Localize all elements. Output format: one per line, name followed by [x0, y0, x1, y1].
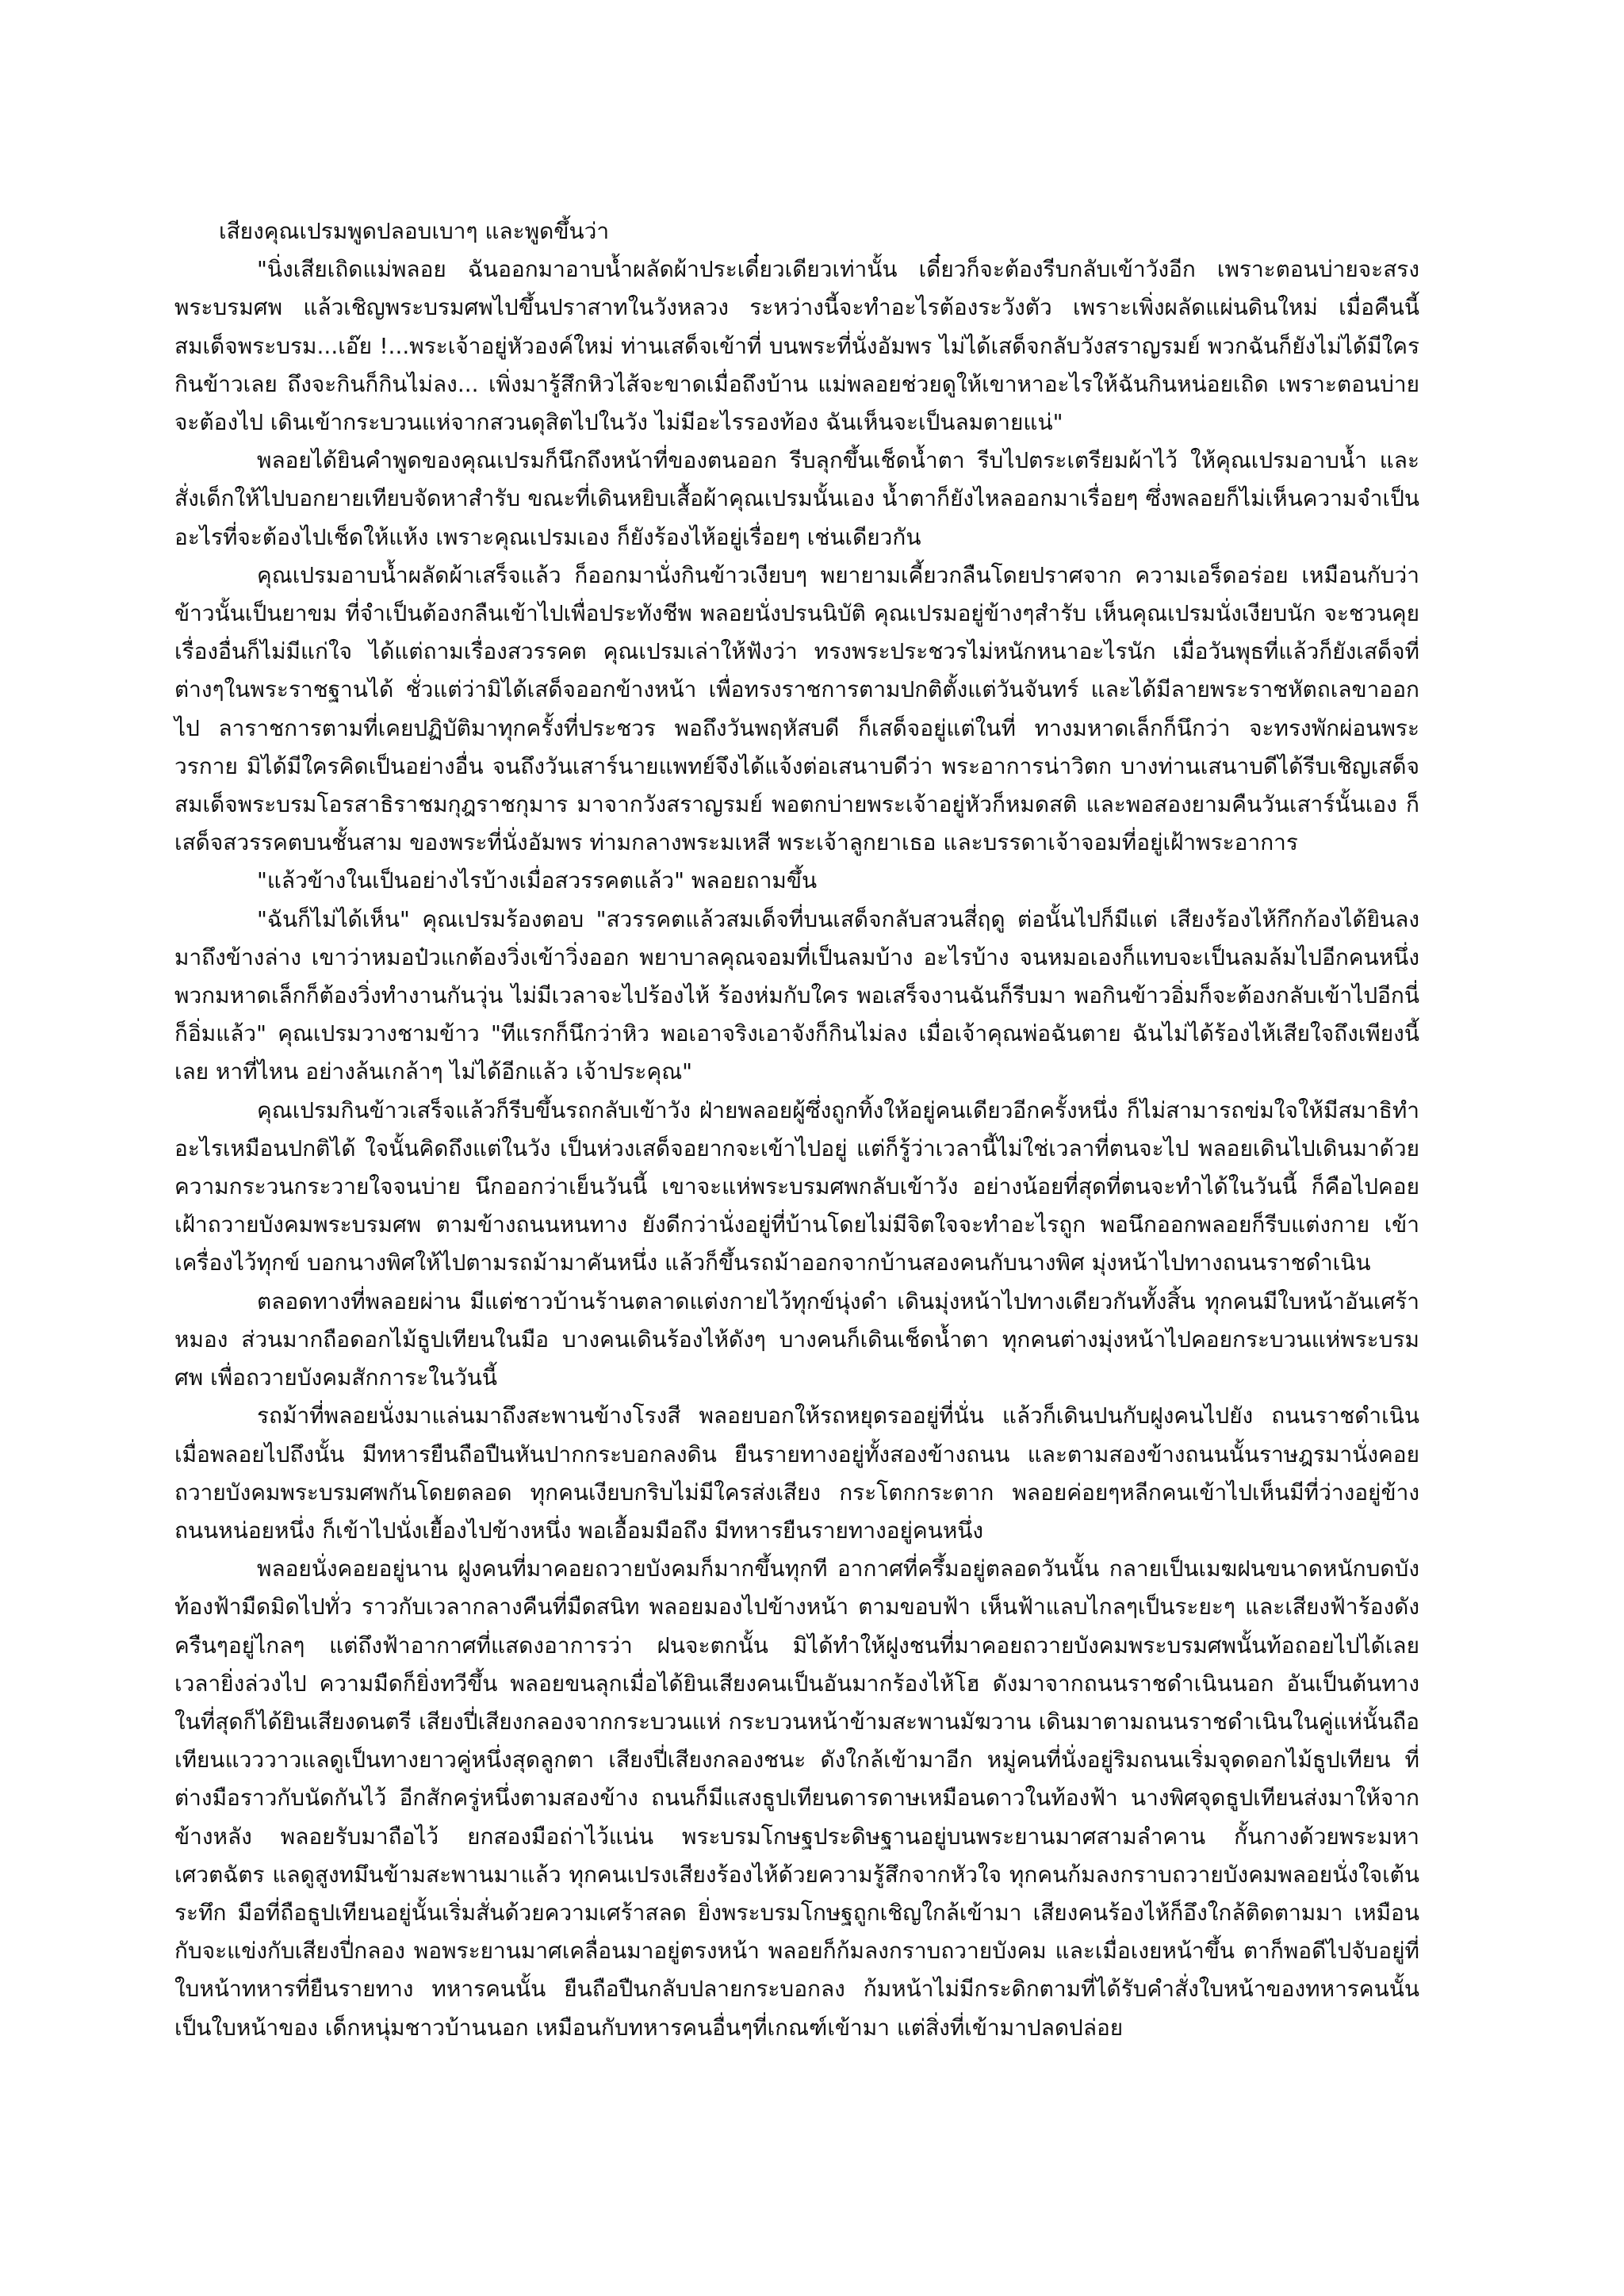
paragraph: พลอยได้ยินคำพูดของคุณเปรมก็นึกถึงหน้าที่ของตนออก รีบลุกขึ้นเช็ดน้ำตา รีบไปตระเตรียมผ้าไว้ ให้คุณเปรมอาบน้ำ และสั่งเด็กให้ไปบอกยายเทียบจัดหาสำรับ ขณะที่เดินหยิบเสื้อผ้าคุณเปรมนั้นเอง น้ำตาก็ยังไหลออกมาเรื่อยๆ ซึ่งพลอยก็ไม่เห็นความจำเป็นอะไรที่จะต้องไปเช็ดให้แห้ง เพราะคุณเปรมเอง ก็ยังร้องไห้อยู่เรื่อยๆ เช่นเดียวกัน	[174, 447, 1419, 550]
document-body	[174, 212, 1419, 2047]
paragraph: พลอยนั่งคอยอยู่นาน ฝูงคนที่มาคอยถวายบังคมก็มากขึ้นทุกที อากาศที่ครึ้มอยู่ตลอดวันนั้น กลายเป็นเมฆฝนขนาดหนักบดบังท้องฟ้ามืดมิดไปทั่ว ราวกับเวลากลางคืนที่มืดสนิท พลอยมองไปข้างหน้า ตามขอบฟ้า เห็นฟ้าแลบไกลๆเป็นระยะๆ และเสียงฟ้าร้องดังครืนๆอยู่ไกลๆ แต่ถึงฟ้าอากาศที่แสดงอาการว่า ฝนจะตกนั้น มิได้ทำให้ฝูงชนที่มาคอยถวายบังคมพระบรมศพนั้นท้อถอยไปได้เลย เวลายิ่งล่วงไป ความมืดก็ยิ่งทวีขึ้น พลอยขนลุกเมื่อได้ยินเสียงคนเป็นอันมากร้องไห้โฮ ดังมาจากถนนราชดำเนินนอก อันเป็นต้นทาง ในที่สุดก็ได้ยินเสียงดนตรี เสียงปี่เสียงกลองจากกระบวนแห่ กระบวนหน้าข้ามสะพานมัฆวาน เดินมาตามถนนราชดำเนินในคู่แห่นั้นถือเทียนแวววาวแลดูเป็นทางยาวคู่หนึ่งสุดลูกตา เสียงปี่เสียงกลองชนะ ดังใกล้เข้ามาอีก หมู่คนที่นั่งอยู่ริมถนนเริ่มจุดดอกไม้ธูปเทียน ที่ต่างมือราวกับนัดกันไว้ อีกสักครู่หนึ่งตามสองข้าง ถนนก็มีแสงธูปเทียนดารดาษเหมือนดาวในท้องฟ้า นางพิศจุดธูปเทียนส่งมาให้จากข้างหลัง พลอยรับมาถือไว้ ยกสองมือถ่าไว้แน่น พระบรมโกษฐประดิษฐานอยู่บนพระยานมาศสามลำคาน กั้นกางด้วยพระมหาเศวตฉัตร แลดูสูงทมึนข้ามสะพานมาแล้ว ทุกคนเปรงเสียงร้องไห้ด้วยความรู้สึกจากหัวใจ ทุกคนก้มลงกราบถวายบังคมพลอยนั่งใจเต้นระทึก มือที่ถือธูปเทียนอยู่นั้นเริ่มสั่นด้วยความเศร้าสลด ยิ่งพระบรมโกษฐถูกเชิญใกล้เข้ามา เสียงคนร้องไห้ก็อึงใกล้ติดตามมา เหมือนกับจะแข่งกับเสียงปี่กลอง พอพระยานมาศเคลื่อนมาอยู่ตรงหน้า พลอยก็ก้มลงกราบถวายบังคม และเมื่อเงยหน้าขึ้น ตาก็พอดีไปจับอยู่ที่ใบหน้าทหารที่ยืนรายทาง ทหารคนนั้น ยืนถือปืนกลับปลายกระบอกลง ก้มหน้าไม่มีกระดิกตามที่ได้รับคำสั่งใบหน้าของทหารคนนั้นเป็นใบหน้าของ เด็กหนุ่มชาวบ้านนอก เหมือนกับทหารคนอื่นๆที่เกณฑ์เข้ามา แต่สิ่งที่เข้ามาปลดปล่อย	[174, 1556, 1419, 2041]
paragraph: คุณเปรมอาบน้ำผลัดผ้าเสร็จแล้ว ก็ออกมานั่งกินข้าวเงียบๆ พยายามเคี้ยวกลืนโดยปราศจาก ความเอร็ดอร่อย เหมือนกับว่าข้าวนั้นเป็นยาขม ที่จำเป็นต้องกลืนเข้าไปเพื่อประทังชีพ พลอยนั่งปรนนิบัติ คุณเปรมอยู่ข้างๆสำรับ เห็นคุณเปรมนั่งเงียบนัก จะชวนคุยเรื่องอื่นก็ไม่มีแก่ใจ ได้แต่ถามเรื่องสวรรคต คุณเปรมเล่าให้ฟังว่า ทรงพระประชวรไม่หนักหนาอะไรนัก เมื่อวันพุธที่แล้วก็ยังเสด็จที่ต่างๆในพระราชฐานได้ ชั่วแต่ว่ามิได้เสด็จออกข้างหน้า เพื่อทรงราชการตามปกติตั้งแต่วันจันทร์ และได้มีลายพระราชหัตถเลขาออกไป ลาราชการตามที่เคยปฏิบัติมาทุกครั้งที่ประชวร พอถึงวันพฤหัสบดี ก็เสด็จอยู่แต่ในที่ ทางมหาดเล็กก็นึกว่า จะทรงพักผ่อนพระวรกาย มิได้มีใครคิดเป็นอย่างอื่น จนถึงวันเสาร์นายแพทย์จึงได้แจ้งต่อเสนาบดีว่า พระอาการน่าวิตก บางท่านเสนาบดีได้รีบเชิญเสด็จสมเด็จพระบรมโอรสาธิราชมกุฎราชกุมาร มาจากวังสราญรมย์ พอตกบ่ายพระเจ้าอยู่หัวก็หมดสติ และพอสองยามคืนวันเสาร์นั้นเอง ก็เสด็จสวรรคตบนชั้นสาม ของพระที่นั่งอัมพร ท่ามกลางพระมเหสี พระเจ้าลูกยาเธอ และบรรดาเจ้าจอมที่อยู่เฝ้าพระอาการ	[174, 561, 1419, 856]
paragraph: คุณเปรมกินข้าวเสร็จแล้วก็รีบขึ้นรถกลับเข้าวัง ฝ่ายพลอยผู้ซึ่งถูกทิ้งให้อยู่คนเดียวอีกครั้งหนึ่ง ก็ไม่สามารถข่มใจให้มีสมาธิทำอะไรเหมือนปกติได้ ใจนั้นคิดถึงแต่ในวัง เป็นห่วงเสด็จอยากจะเข้าไปอยู่ แต่ก็รู้ว่าเวลานี้ไม่ใช่เวลาที่ตนจะไป พลอยเดินไปเดินมาด้วยความกระวนกระวายใจจนบ่าย นึกออกว่าเย็นวันนี้ เขาจะแห่พระบรมศพกลับเข้าวัง อย่างน้อยที่สุดที่ตนจะทำได้ในวันนี้ ก็คือไปคอยเฝ้าถวายบังคมพระบรมศพ ตามข้างถนนหนทาง ยังดีกว่านั่งอยู่ที่บ้านโดยไม่มีจิตใจจะทำอะไรถูก พอนึกออกพลอยก็รีบแต่งกาย เข้าเครื่องไว้ทุกข์ บอกนางพิศให้ไปตามรถม้ามาคันหนึ่ง แล้วก็ขึ้นรถม้าออกจากบ้านสองคนกับนางพิศ มุ่งหน้าไปทางถนนราชดำเนิน	[174, 1096, 1419, 1276]
paragraph: ตลอดทางที่พลอยผ่าน มีแต่ชาวบ้านร้านตลาดแต่งกายไว้ทุกข์นุ่งดำ เดินมุ่งหน้าไปทางเดียวกันทั้งสิ้น ทุกคนมีใบหน้าอันเศร้าหมอง ส่วนมากถือดอกไม้ธูปเทียนในมือ บางคนเดินร้องไห้ดังๆ บางคนก็เดินเช็ดน้ำตา ทุกคนต่างมุ่งหน้าไปคอยกระบวนแห่พระบรมศพ เพื่อถวายบังคมสักการะในวันนี้	[174, 1288, 1419, 1391]
paragraph: "นิ่งเสียเถิดแม่พลอย ฉันออกมาอาบน้ำผลัดผ้าประเดี๋ยวเดียวเท่านั้น เดี๋ยวก็จะต้องรีบกลับเข้าวังอีก เพราะตอนบ่ายจะสรงพระบรมศพ แล้วเชิญพระบรมศพไปขึ้นปราสาทในวังหลวง ระหว่างนี้จะทำอะไรต้องระวังตัว เพราะเพิ่งผลัดแผ่นดินใหม่ เมื่อคืนนี้สมเด็จพระบรม...เอ๊ย !...พระเจ้าอยู่หัวองค์ใหม่ ท่านเสด็จเข้าที่ บนพระที่นั่งอัมพร ไม่ได้เสด็จกลับวังสราญรมย์ พวกฉันก็ยังไม่ได้มีใครกินข้าวเลย ถึงจะกินก็กินไม่ลง... เพิ่งมารู้สึกหิวไส้จะขาดเมื่อถึงบ้าน แม่พลอยช่วยดูให้เขาหาอะไรให้ฉันกินหน่อยเถิด เพราะตอนบ่ายจะต้องไป เดินเข้ากระบวนแห่จากสวนดุสิตไปในวัง ไม่มีอะไรรองท้อง ฉันเห็นจะเป็นลมตายแน่"	[174, 256, 1419, 436]
paragraph: เสียงคุณเปรมพูดปลอบเบาๆ และพูดขึ้นว่า	[219, 218, 610, 244]
paragraph: "แล้วข้างในเป็นอย่างไรบ้างเมื่อสวรรคตแล้ว" พลอยถามขึ้น	[257, 867, 818, 894]
paragraph: "ฉันก็ไม่ได้เห็น" คุณเปรมร้องตอบ "สวรรคตแล้วสมเด็จที่บนเสด็จกลับสวนสี่ฤดู ต่อนั้นไปก็มีแต่ เสียงร้องไห้กึกก้องได้ยินลงมาถึงข้างล่าง เขาว่าหมอป๋วแกต้องวิ่งเข้าวิ่งออก พยาบาลคุณจอมที่เป็นลมบ้าง อะไรบ้าง จนหมอเองก็แทบจะเป็นลมล้มไปอีกคนหนึ่ง พวกมหาดเล็กก็ต้องวิ่งทำงานกันวุ่น ไม่มีเวลาจะไปร้องไห้ ร้องห่มกับใคร พอเสร็จงานฉันก็รีบมา พอกินข้าวอิ่มก็จะต้องกลับเข้าไปอีกนี่ก็อิ่มแล้ว" คุณเปรมวางชามข้าว "ทีแรกก็นึกว่าหิว พอเอาจริงเอาจังก็กินไม่ลง เมื่อเจ้าคุณพ่อฉันตาย ฉันไม่ได้ร้องไห้เสียใจถึงเพียงนี้เลย หาที่ไหน อย่างล้นเกล้าๆ ไม่ได้อีกแล้ว เจ้าประคุณ"	[174, 905, 1419, 1085]
paragraph: รถม้าที่พลอยนั่งมาแล่นมาถึงสะพานข้างโรงสี พลอยบอกให้รถหยุดรออยู่ที่นั่น แล้วก็เดินปนกับฝูงคนไปยัง ถนนราชดำเนิน เมื่อพลอยไปถึงนั้น มีทหารยืนถือปืนหันปากกระบอกลงดิน ยืนรายทางอยู่ทั้งสองข้างถนน และตามสองข้างถนนนั้นราษฎรมานั่งคอยถวายบังคมพระบรมศพกันโดยตลอด ทุกคนเงียบกริบไม่มีใครส่งเสียง กระโตกกระตาก พลอยค่อยๆหลีกคนเข้าไปเห็นมีที่ว่างอยู่ข้างถนนหน่อยหนึ่ง ก็เข้าไปนั่งเยื้องไปข้างหนึ่ง พอเอื้อมมือถึง มีทหารยืนรายทางอยู่คนหนึ่ง	[174, 1402, 1419, 1544]
